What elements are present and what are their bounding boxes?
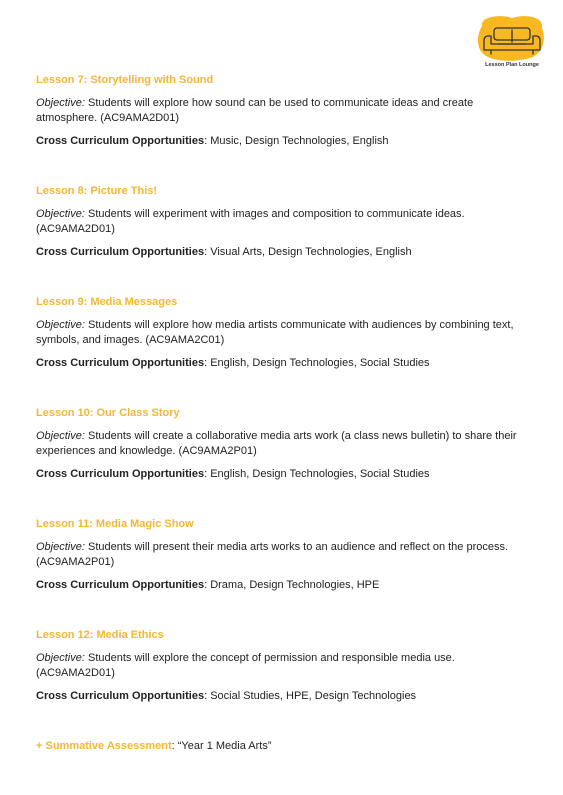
lesson-plan-lounge-logo — [472, 14, 552, 72]
lessons-container — [36, 73, 536, 739]
lesson-objective — [36, 318, 536, 348]
objective-text: Students will explore the concept of permission and responsible media use. (AC9AMA2D01) — [36, 652, 455, 679]
objective-label: Objective: — [36, 97, 85, 109]
summative-assessment — [36, 739, 536, 753]
lesson-block — [36, 73, 536, 184]
cross-curriculum: Cross Curriculum Opportunities: English, Design Technologies, Social Studies — [36, 357, 430, 369]
lesson-list — [36, 73, 536, 753]
cross-curriculum: Cross Curriculum Opportunities: Drama, Design Technologies, HPE — [36, 579, 380, 591]
lesson-title: Lesson 12: Media Ethics — [36, 629, 164, 641]
objective-text: Students will create a collaborative media arts work (a class news bulletin) to share their experiences and knowledge. (AC9AMA2P01) — [36, 430, 517, 457]
cross-curriculum: Cross Curriculum Opportunities: Visual Arts, Design Technologies, English — [36, 246, 412, 258]
cross-curriculum-subjects: English, Design Technologies, Social Studies — [210, 468, 430, 480]
lesson-title: Lesson 11: Media Magic Show — [36, 518, 194, 530]
summative-label: + Summative Assessment — [36, 740, 172, 752]
objective-label: Objective: — [36, 430, 85, 442]
sofa-icon — [472, 14, 552, 64]
lesson-title: Lesson 8: Picture This! — [36, 185, 158, 197]
lesson-block — [36, 184, 536, 295]
objective-label: Objective: — [36, 208, 85, 220]
lesson-title: Lesson 10: Our Class Story — [36, 407, 180, 419]
lesson-block — [36, 295, 536, 406]
lesson-objective — [36, 540, 536, 570]
cross-curriculum-label: Cross Curriculum Opportunities — [36, 246, 205, 258]
cross-curriculum-label: Cross Curriculum Opportunities — [36, 690, 205, 702]
cross-curriculum-subjects: Music, Design Technologies, English — [210, 135, 389, 147]
lesson-title: Lesson 7: Storytelling with Sound — [36, 74, 214, 86]
lesson-objective — [36, 96, 536, 126]
lesson-title: Lesson 9: Media Messages — [36, 296, 178, 308]
lesson-objective — [36, 207, 536, 237]
lesson-block — [36, 628, 536, 739]
cross-curriculum-label: Cross Curriculum Opportunities — [36, 468, 205, 480]
lesson-block — [36, 517, 536, 628]
lesson-block — [36, 406, 536, 517]
cross-curriculum: Cross Curriculum Opportunities: English, Design Technologies, Social Studies — [36, 468, 430, 480]
cross-curriculum: Cross Curriculum Opportunities: Social Studies, HPE, Design Technologies — [36, 690, 417, 702]
lesson-objective — [36, 651, 536, 681]
objective-text: Students will explore how media artists communicate with audiences by combining text, symbols, and images. (AC9AMA2C01) — [36, 319, 514, 346]
objective-text: Students will present their media arts works to an audience and reflect on the process. (AC9AMA2P01) — [36, 541, 509, 568]
cross-curriculum-label: Cross Curriculum Opportunities — [36, 357, 205, 369]
cross-curriculum: Cross Curriculum Opportunities: Music, Design Technologies, English — [36, 135, 389, 147]
cross-curriculum-label: Cross Curriculum Opportunities — [36, 579, 205, 591]
cross-curriculum-label: Cross Curriculum Opportunities — [36, 135, 205, 147]
objective-label: Objective: — [36, 319, 85, 331]
objective-text: Students will experiment with images and composition to communicate ideas. (AC9AMA2D01) — [36, 208, 465, 235]
cross-curriculum-subjects: Drama, Design Technologies, HPE — [210, 579, 380, 591]
lesson-objective — [36, 429, 536, 459]
cross-curriculum-subjects: English, Design Technologies, Social Studies — [210, 357, 430, 369]
cross-curriculum-subjects: Visual Arts, Design Technologies, English — [210, 246, 412, 258]
objective-label: Objective: — [36, 652, 85, 664]
objective-text: Students will explore how sound can be used to communicate ideas and create atmosphere. (AC9AMA2D01) — [36, 97, 474, 124]
cross-curriculum-subjects: Social Studies, HPE, Design Technologies — [210, 690, 417, 702]
summative-value: : “Year 1 Media Arts” — [171, 740, 272, 752]
objective-label: Objective: — [36, 541, 85, 553]
logo-text: Lesson Plan Lounge — [485, 62, 539, 68]
